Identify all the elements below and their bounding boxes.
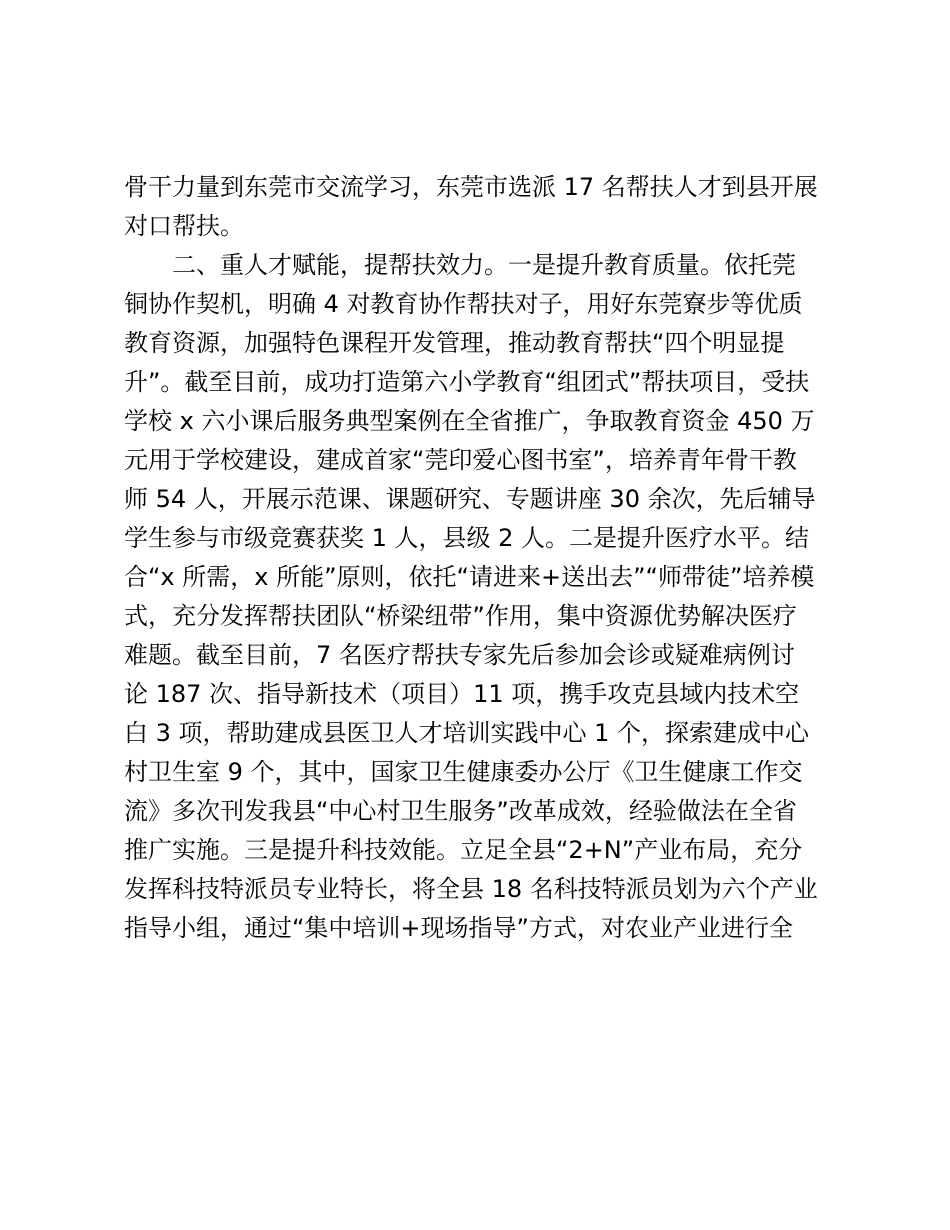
text-line: 升”。截至目前，成功打造第六小学教育“组团式”帮扶项目，受扶 (124, 368, 810, 396)
text-line: 白 3 项，帮助建成县医卫人才培训实践中心 1 个，探索建成中心 (124, 719, 810, 747)
text-line: 铜协作契机，明确 4 对教育协作帮扶对子，用好东莞寮步等优质 (124, 290, 803, 318)
paragraph-start-line: 二、重人才赋能，提帮扶效力。一是提升教育质量。依托莞 (172, 251, 796, 279)
text-line: 发挥科技特派员专业特长，将全县 18 名科技特派员划为六个产业 (124, 875, 818, 903)
text-line: 元用于学校建设，建成首家“莞印爱心图书室”，培养青年骨干教 (124, 446, 797, 474)
text-line: 教育资源，加强特色课程开发管理，推动教育帮扶“四个明显提 (124, 329, 785, 357)
text-line: 村卫生室 9 个，其中，国家卫生健康委办公厅《卫生健康工作交 (124, 758, 803, 786)
text-line: 论 187 次、指导新技术（项目）11 项，携手攻克县域内技术空 (124, 680, 800, 708)
text-line: 合“x 所需，x 所能”原则，依托“请进来+送出去”“师带徒”培养模 (124, 563, 815, 591)
text-line: 难题。截至目前，7 名医疗帮扶专家先后参加会诊或疑难病例讨 (124, 641, 795, 669)
text-line: 师 54 人，开展示范课、课题研究、专题讲座 30 余次，先后辅导 (124, 485, 816, 513)
body-text (124, 168, 844, 948)
text-line: 指导小组，通过“集中培训+现场指导”方式，对农业产业进行全 (124, 914, 793, 942)
text-line: 学生参与市级竞赛获奖 1 人，县级 2 人。二是提升医疗水平。结 (124, 524, 810, 552)
text-line: 学校 x 六小课后服务典型案例在全省推广，争取教育资金 450 万 (124, 407, 815, 435)
text-line: 式，充分发挥帮扶团队“桥梁纽带”作用，集中资源优势解决医疗 (124, 602, 797, 630)
text-line: 推广实施。三是提升科技效能。立足全县“2+N”产业布局，充分 (124, 836, 803, 864)
text-line: 对口帮扶。 (124, 212, 244, 240)
text-line: 骨干力量到东莞市交流学习，东莞市选派 17 名帮扶人才到县开展 (124, 173, 818, 201)
text-line: 流》多次刊发我县“中心村卫生服务”改革成效，经验做法在全省 (124, 797, 797, 825)
